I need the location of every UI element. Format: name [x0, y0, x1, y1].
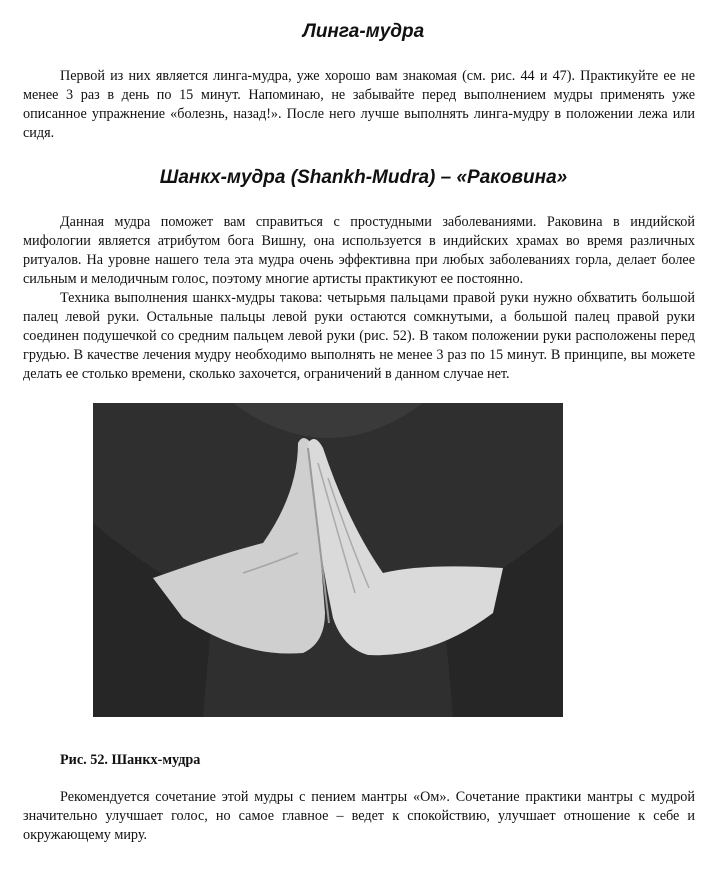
- paragraph-shankh-technique: Техника выполнения шанкх-мудры такова: четырьмя пальцами правой руки нужно обхватить большой палец левой руки. Остальные пальцы левой руки остаются сомкнутыми, а большой палец правой руки соединен подушечкой со средним пальцем левой руки (рис. 52). В таком положении руки расположены перед грудью. В качестве лечения мудру необходимо выполнять не менее 3 раз по 15 минут. В принципе, вы можете делать ее столько времени, сколько захочется, ограничений в данном случае нет.: [23, 290, 695, 382]
- paragraph-linga-mudra: Первой из них является линга-мудра, уже хорошо вам знакомая (см. рис. 44 и 47). Практикуйте ее не менее 3 раз в день по 15 минут. Напоминаю, не забывайте перед выполнением мудры применять уже описанное упражнение «болезнь, назад!». После него лучше выполнять линга-мудру в положении лежа или сидя.: [23, 68, 695, 141]
- section-title-shankh-mudra: Шанкх-мудра (Shankh-Mudra) – «Раковина»: [159, 167, 568, 188]
- section-title-linga-mudra: Линга-мудра: [302, 21, 425, 42]
- photo-illustration: [93, 403, 563, 717]
- figure-caption: Рис. 52. Шанкх-мудра: [60, 752, 201, 768]
- paragraph-mantra: Рекомендуется сочетание этой мудры с пением мантры «Ом». Сочетание практики мантры с мудрой значительно улучшает голос, но самое главное – ведет к спокойствию, улучшает отношение к себе и окружающему миру.: [23, 789, 695, 843]
- paragraph-shankh-intro: Данная мудра поможет вам справиться с простудными заболеваниями. Раковина в индийской мифологии является атрибутом бога Вишну, она используется в индийских храмах во время различных ритуалов. На уровне нашего тела эта мудра очень эффективна при любых заболеваниях горла, делает более сильным и мелодичным голос, поэтому многие артисты практикуют ее постоянно.: [23, 214, 695, 287]
- figure-photo-shankh-mudra: [93, 403, 563, 717]
